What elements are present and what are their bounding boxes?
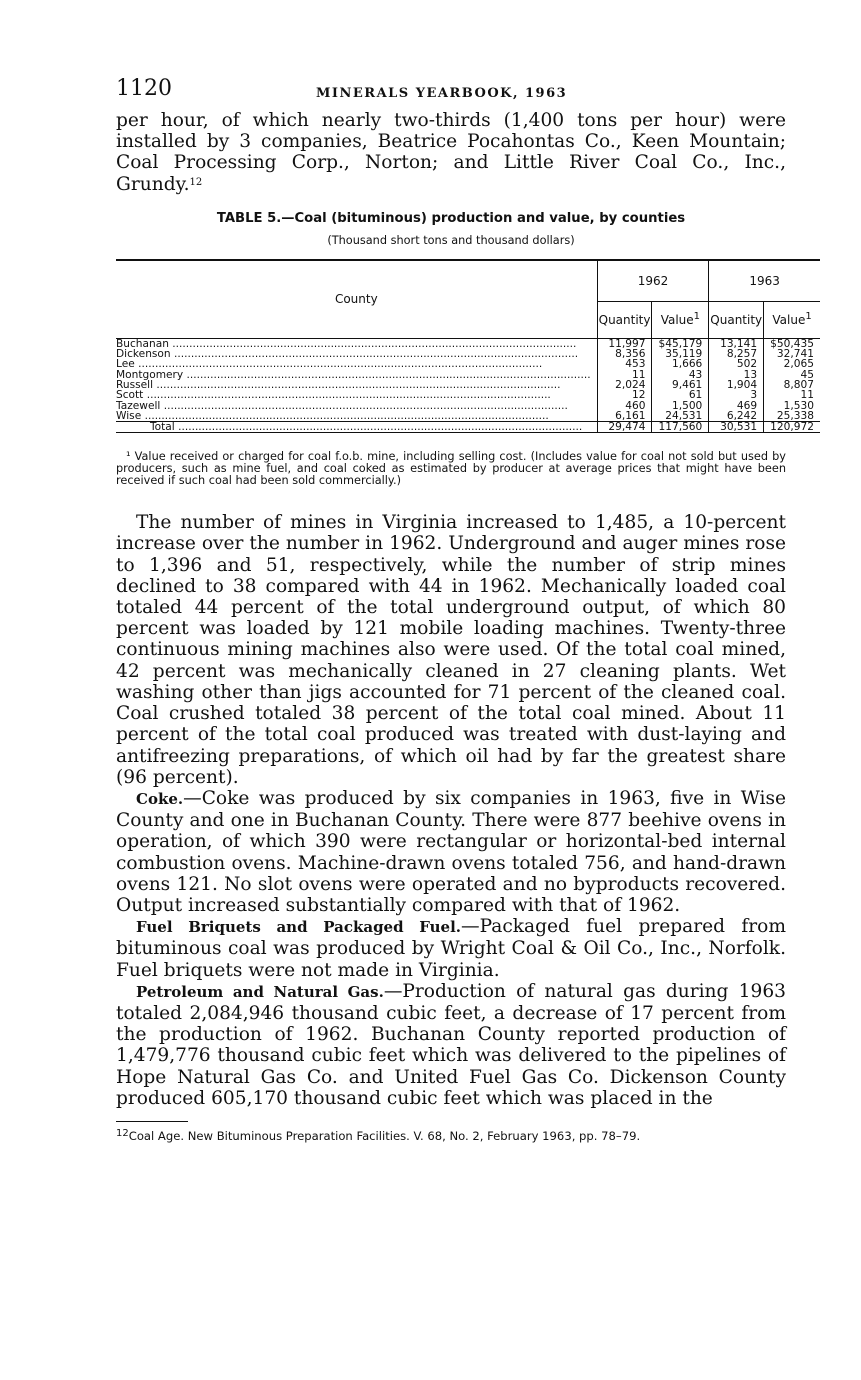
value-1963: 25,338: [764, 411, 820, 422]
coal-production-table: [116, 259, 820, 434]
quantity-1963: 1,904: [709, 380, 764, 390]
quantity-1963: 8,257: [709, 349, 764, 359]
petroleum-paragraph: [116, 981, 786, 1109]
value-1962-header: Value$^1$: [652, 301, 709, 338]
quantity-1963: 13: [709, 370, 764, 380]
coke-paragraph: [116, 788, 786, 916]
value-1962: 9,461: [652, 380, 709, 390]
county-header: County: [116, 260, 597, 339]
county-name: Wise ........................................................................................................................: [116, 410, 549, 422]
table-row: [116, 401, 820, 411]
running-title: MINERALS YEARBOOK, 1963: [316, 86, 568, 101]
quantity-1962: 2,024: [597, 380, 652, 390]
value-1963: 8,807: [764, 380, 820, 390]
county-name: Buchanan ........................................................................................................................: [116, 338, 577, 350]
total-row: [116, 422, 820, 433]
total-label: Total ........................................................................................................................: [116, 422, 597, 433]
county-name: Russell ........................................................................................................................: [116, 380, 561, 391]
value-1963: $50,435: [764, 338, 820, 349]
quantity-1963: 3: [709, 390, 764, 400]
fuel-paragraph: [116, 916, 786, 981]
footnote-ref: 12: [189, 176, 203, 188]
fuel-text: —Packaged fuel prepared from bituminous coal was produced by Wright Coal & Oil Co., Inc., Norfolk. Fuel briquets were not made in Virginia.: [116, 916, 786, 981]
value-1963: 11: [764, 390, 820, 400]
value-1962: 43: [652, 370, 709, 380]
coke-text: —Coke was produced by six companies in 1963, five in Wise County and one in Buchanan County. There were 877 beehive ovens in operation, of which 390 were rectangular or horizontal-bed internal combustion ovens. Machine-drawn ovens totaled 756, and hand-drawn ovens 121. No slot ovens were operated and no byproducts recovered. Output increased substantially compared with that of 1962.: [116, 787, 786, 916]
county-name: Scott ........................................................................................................................: [116, 390, 551, 401]
fuel-heading: Fuel Briquets and Packaged Fuel.: [136, 918, 462, 937]
value-1963: 1,530: [764, 401, 820, 411]
county-name: Montgomery ........................................................................................................................: [116, 369, 591, 380]
table-row: [116, 370, 820, 380]
county-name: Lee ........................................................................................................................: [116, 359, 543, 370]
table-row: [116, 380, 820, 390]
petroleum-text: —Production of natural gas during 1963 totaled 2,084,946 thousand cubic feet, a decrease of 17 percent from the production of 1962. Buchanan County reported production of 1,479,776 thousand cubic feet which was delivered to the pipelines of Hope Natural Gas Co. and United Fuel Gas Co. Dickenson County produced 605,170 thousand cubic feet which was placed in the: [116, 980, 786, 1109]
quantity-1962: 8,356: [597, 349, 652, 359]
coke-heading: Coke.: [136, 789, 184, 808]
document-page: [116, 76, 814, 1143]
quantity-1962: 6,161: [597, 411, 652, 422]
total-quantity-1963: 30,531: [709, 422, 764, 433]
value-1962: 1,500: [652, 401, 709, 411]
value-1962: $45,179: [652, 338, 709, 349]
table-subcaption: (Thousand short tons and thousand dollars): [327, 233, 575, 247]
quantity-1963: 6,242: [709, 411, 764, 422]
page-footnote-text: Coal Age. New Bituminous Preparation Facilities. V. 68, No. 2, February 1963, pp. 78–79.: [128, 1128, 641, 1143]
quantity-1962: 12: [597, 390, 652, 400]
quantity-1963: 13,141: [709, 338, 764, 349]
table-row: [116, 411, 820, 422]
quantity-1963: 502: [709, 359, 764, 369]
value-1963: 2,065: [764, 359, 820, 369]
table-row: [116, 349, 820, 359]
value-1962: 61: [652, 390, 709, 400]
county-name: Tazewell ........................................................................................................................: [116, 400, 568, 411]
running-header: [116, 76, 786, 110]
body-paragraphs: [116, 512, 786, 1109]
page-footnote: [116, 1127, 786, 1143]
page-number: 1120: [116, 76, 172, 101]
quantity-1962: 11: [597, 370, 652, 380]
quantity-1962: 11,997: [597, 338, 652, 349]
total-quantity-1962: 29,474: [597, 422, 652, 433]
year-1962-header: 1962: [597, 260, 709, 302]
quantity-1962-header: Quantity: [597, 301, 652, 338]
table-row: [116, 390, 820, 400]
county-name: Dickenson ........................................................................................................................: [116, 349, 579, 360]
intro-text: per hour, of which nearly two-thirds (1,400 tons per hour) were installed by 3 companies, Beatrice Pocahontas Co., Keen Mountain; Coal Processing Corp., Norton; and Little River Coal Co., Inc., Grundy.: [116, 110, 786, 195]
page-footnote-ref: 12: [116, 1127, 129, 1139]
value-1963: 45: [764, 370, 820, 380]
value-1962: 24,531: [652, 411, 709, 422]
intro-paragraph: [116, 110, 786, 195]
mines-paragraph: The number of mines in Virginia increased to 1,485, a 10-percent increase over the number in 1962. Underground and auger mines rose to 1,396 and 51, respectively, while the number of strip mines declined to 38 compared with 44 in 1962. Mechanically loaded coal totaled 44 percent of the total underground output, of which 80 percent was loaded by 121 mobile loading machines. Twenty-three continuous mining machines also were used. Of the total coal mined, 42 percent was mechanically cleaned in 27 cleaning plants. Wet washing other than jigs accounted for 71 percent of the cleaned coal. Coal crushed totaled 38 percent of the total coal mined. About 11 percent of the total coal produced was treated with dust-laying and antifreezing preparations, of which oil had by far the greatest share (96 percent).: [116, 512, 786, 788]
quantity-1963: 469: [709, 401, 764, 411]
value-1962: 1,666: [652, 359, 709, 369]
value-1962: 35,119: [652, 349, 709, 359]
value-1963-header: Value$^1$: [764, 301, 820, 338]
quantity-1962: 460: [597, 401, 652, 411]
footnote-divider: [116, 1121, 188, 1122]
quantity-1962: 453: [597, 359, 652, 369]
table-row: [116, 338, 820, 349]
petroleum-heading: Petroleum and Natural Gas.: [136, 982, 384, 1001]
quantity-1963-header: Quantity: [709, 301, 764, 338]
year-1963-header: 1963: [709, 260, 820, 302]
table-row: [116, 359, 820, 369]
value-1963: 32,741: [764, 349, 820, 359]
table-footnote: ¹ Value received or charged for coal f.o.b. mine, including selling cost. (Includes value for coal not sold but used by producers, such as mine fuel, and coal coked as estimated by producer at average prices that might have been received if such coal had been sold commercially.): [116, 450, 786, 487]
total-value-1962: 117,560: [652, 422, 709, 433]
table-caption: TABLE 5.—Coal (bituminous) production and value, by counties: [216, 210, 686, 226]
total-value-1963: 120,972: [764, 422, 820, 433]
